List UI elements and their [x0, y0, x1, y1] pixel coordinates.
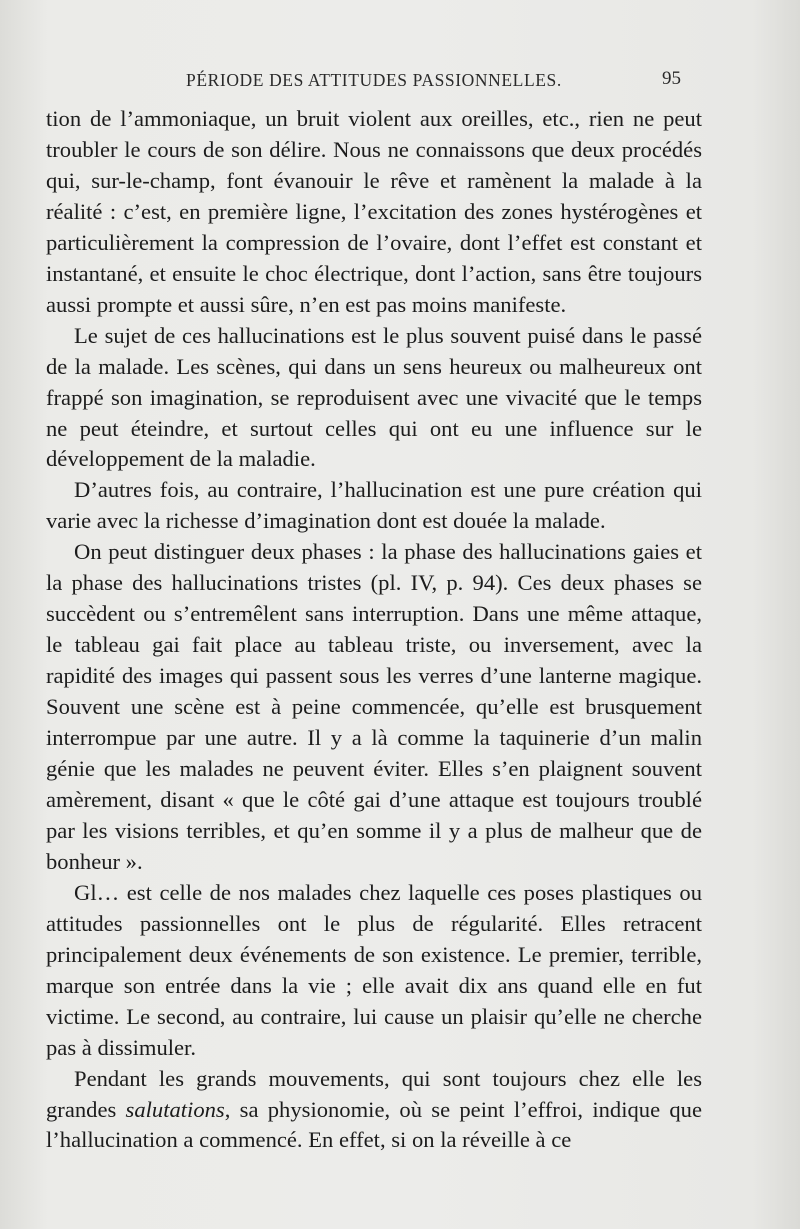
page-header [0, 66, 800, 96]
paragraph-6 [46, 1064, 702, 1157]
paragraph-4: On peut distinguer deux phases : la phase des hallucinations gaies et la phase des hallucinations tristes (pl. IV, p. 94). Ces deux phases se succèdent ou s’entremêlent sans interruption. Dans une même attaque, le tableau gai fait place au tableau triste, ou inversement, avec la rapidité des images qui passent sous les verres d’une lanterne magique. Souvent une scène est à peine commencée, qu’elle est brusquement interrompue par une autre. Il y a là comme la taquinerie d’un malin génie que les malades ne peuvent éviter. Elles s’en plaignent souvent amèrement, disant « que le côté gai d’une attaque est toujours troublé par les visions terribles, et qu’en somme il y a plus de malheur que de bonheur ». [46, 539, 702, 874]
paragraph-6-start: Pendant les grands mouvements, qui sont toujours chez elle les grandes [46, 1065, 702, 1122]
paragraph-2: Le sujet de ces hallucinations est le plus souvent puisé dans le passé de la malade. Les scènes, qui dans un sens heureux ou malheureux ont frappé son imagination, se reproduisent avec une vivacité que le temps ne peut éteindre, et surtout celles qui ont eu une influence sur le développement de la maladie. [46, 322, 702, 472]
paragraph-6-end: , sa physionomie, où se peint l’effroi, indique que l’hallucination a commencé. En effet, si on la réveille à ce [46, 1096, 702, 1153]
running-title: PÉRIODE DES ATTITUDES PASSIONNELLES. [186, 70, 562, 90]
page-number: 95 [662, 68, 681, 89]
italic-term: salutations [125, 1096, 225, 1122]
paragraph-3: D’autres fois, au contraire, l’hallucination est une pure création qui varie avec la richesse d’imagination dont est douée la malade. [46, 477, 702, 534]
paragraph-1: tion de l’ammoniaque, un bruit violent aux oreilles, etc., rien ne peut troubler le cours de son délire. Nous ne connaissons que deux procédés qui, sur-le-champ, font évanouir le rêve et ramènent la malade à la réalité : c’est, en première ligne, l’excitation des zones hystérogènes et particulièrement la compression de l’ovaire, dont l’effet est constant et instantané, et ensuite le choc électrique, dont l’action, sans être toujours aussi prompte et aussi sûre, n’en est pas moins manifeste. [46, 106, 702, 317]
paragraph-5: Gl… est celle de nos malades chez laquelle ces poses plastiques ou attitudes passionnelles ont le plus de régularité. Elles retracent principalement deux événements de son existence. Le premier, terrible, marque son entrée dans la vie ; elle avait dix ans quand elle en fut victime. Le second, au contraire, lui cause un plaisir qu’elle ne cherche pas à dissimuler. [46, 879, 702, 1060]
body-text [46, 104, 702, 1156]
